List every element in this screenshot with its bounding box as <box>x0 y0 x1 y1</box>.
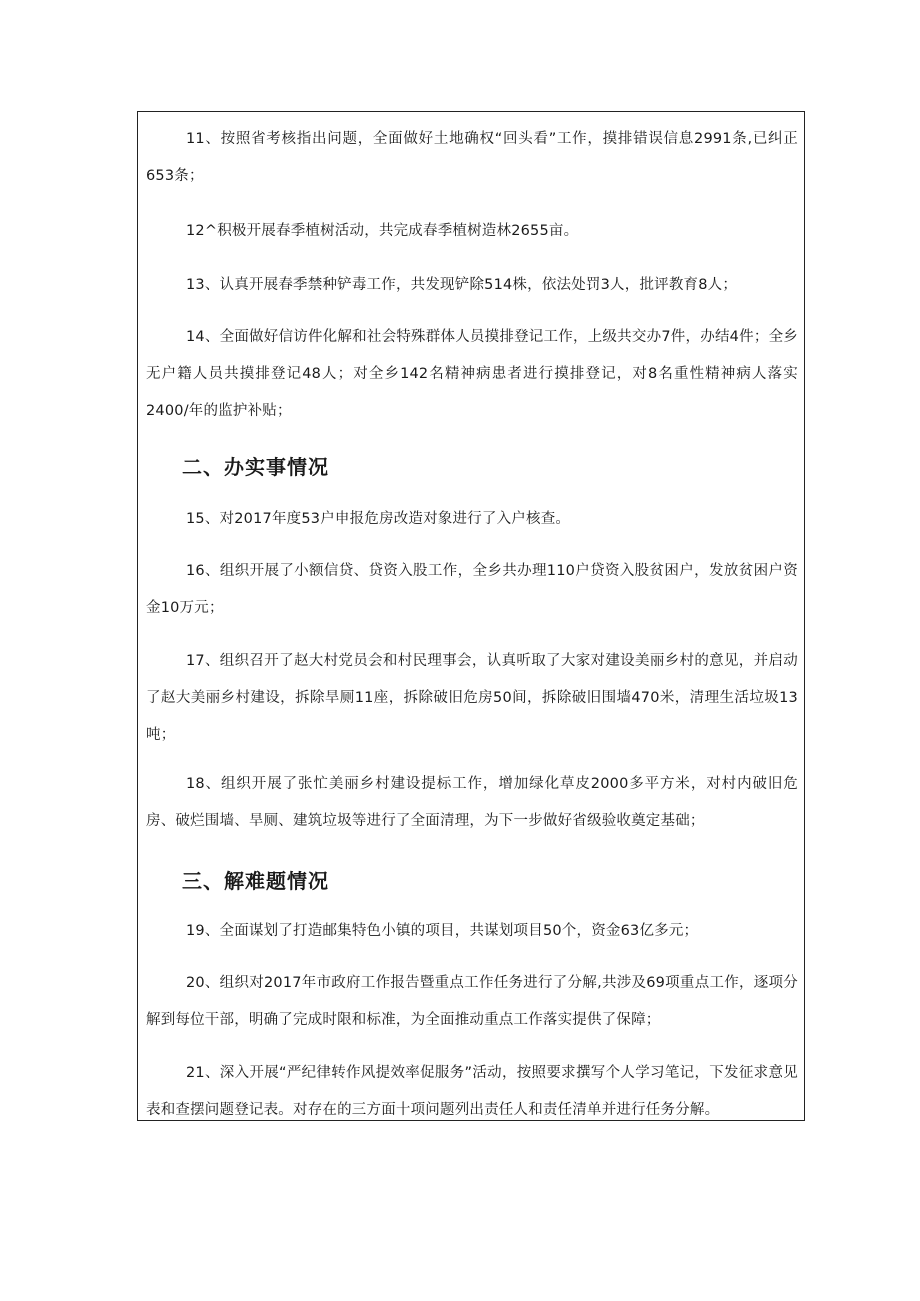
item-18: 18、组织开展了张忙美丽乡村建设提标工作，增加绿化草皮2000多平方米，对村内破旧危房、破烂围墙、旱厕、建筑垃圾等进行了全面清理，为下一步做好省级验收奠定基础； <box>146 776 798 829</box>
document-frame <box>137 111 805 1121</box>
section-heading-3: 三、解难题情况 <box>182 869 329 893</box>
item-16: 16、组织开展了小额信贷、贷资入股工作，全乡共办理110户贷资入股贫困户，发放贫困户资金10万元； <box>146 563 798 616</box>
item-19: 19、全面谋划了打造邮集特色小镇的项目，共谋划项目50个，资金63亿多元； <box>186 923 699 939</box>
item-14: 14、全面做好信访件化解和社会特殊群体人员摸排登记工作，上级共交办7件，办结4件；全乡无户籍人员共摸排登记48人；对全乡142名精神病患者进行摸排登记，对8名重性精神病人落实2400/年的监护补贴； <box>146 329 798 419</box>
item-21: 21、深入开展“严纪律转作风提效率促服务”活动，按照要求撰写个人学习笔记，下发征求意见表和查摆问题登记表。对存在的三方面十项问题列出责任人和责任清单并进行任务分解。 <box>146 1065 798 1118</box>
item-15: 15、对2017年度53户申报危房改造对象进行了入户核查。 <box>186 511 571 527</box>
item-12: 12^积极开展春季植树活动，共完成春季植树造林2655亩。 <box>186 223 579 239</box>
item-13: 13、认真开展春季禁种铲毒工作，共发现铲除514株，依法处罚3人，批评教育8人； <box>186 277 738 293</box>
item-17: 17、组织召开了赵大村党员会和村民理事会，认真听取了大家对建设美丽乡村的意见，并启动了赵大美丽乡村建设，拆除旱厕11座，拆除破旧危房50间，拆除破旧围墙470米，清理生活垃圾13吨； <box>146 653 798 743</box>
item-20: 20、组织对2017年市政府工作报告暨重点工作任务进行了分解,共涉及69项重点工作，逐项分解到每位干部，明确了完成时限和标准，为全面推动重点工作落实提供了保障； <box>146 975 798 1028</box>
item-11: 11、按照省考核指出问题，全面做好土地确权“回头看”工作，摸排错误信息2991条,已纠正653条； <box>146 131 798 184</box>
section-heading-2: 二、办实事情况 <box>182 455 329 479</box>
